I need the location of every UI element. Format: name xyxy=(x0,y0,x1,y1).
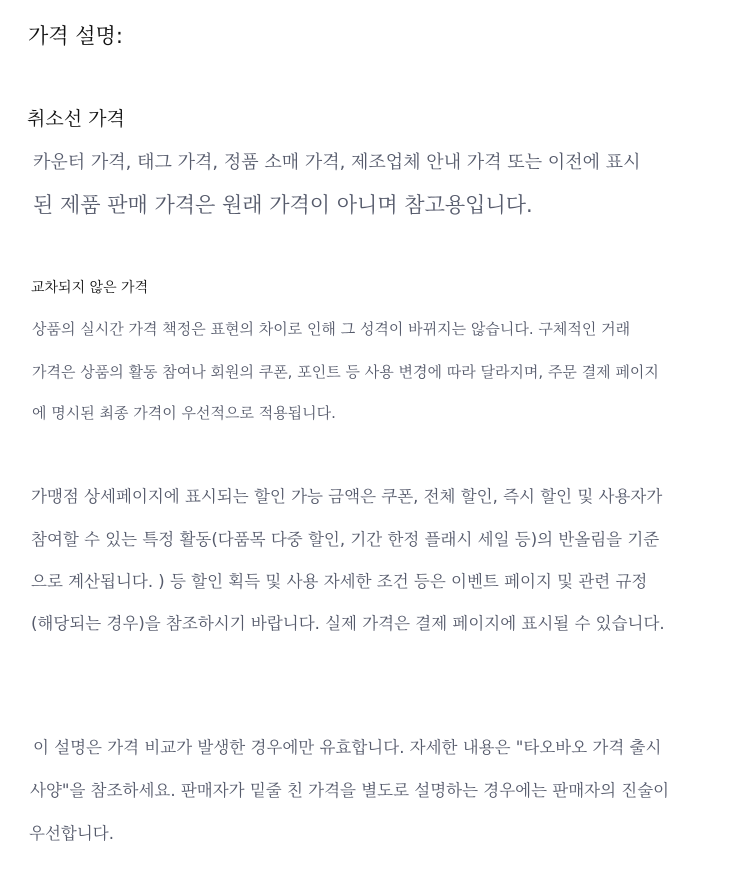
paragraph-line: 이 설명은 가격 비교가 발생한 경우에만 유효합니다. 자세한 내용은 "타오바오 가격 출시 xyxy=(33,738,662,757)
lead-line-2: 된 제품 판매 가격은 원래 가격이 아니며 참고용입니다. xyxy=(33,193,533,217)
paragraph-line: 에 명시된 최종 가격이 우선적으로 적용됩니다. xyxy=(32,404,336,422)
paragraph-line: 참여할 수 있는 특정 활동(다품목 다중 할인, 기간 한정 플래시 세일 등)의 반올림을 기준 xyxy=(31,530,660,549)
paragraph-line: (해당되는 경우)을 참조하시기 바랍니다. 실제 가격은 결제 페이지에 표시될 수 있습니다. xyxy=(31,614,665,633)
page-title: 가격 설명: xyxy=(28,24,123,48)
section-heading-strikethrough-price: 취소선 가격 xyxy=(27,108,125,130)
paragraph-line: 사양"을 참조하세요. 판매자가 밑줄 친 가격을 별도로 설명하는 경우에는 판매자의 진술이 xyxy=(30,781,670,800)
paragraph-line: 으로 계산됩니다. ) 등 할인 획득 및 사용 자세한 조건 등은 이벤트 페이지 및 관련 규정 xyxy=(31,572,648,591)
paragraph-line: 우선합니다. xyxy=(29,824,114,843)
lead-line-1: 카운터 가격, 태그 가격, 정품 소매 가격, 제조업체 안내 가격 또는 이전에 표시 xyxy=(33,152,641,173)
paragraph-line: 가격은 상품의 활동 참여나 회원의 쿠폰, 포인트 등 사용 변경에 따라 달라지며, 주문 결제 페이지 xyxy=(32,363,659,381)
subsection-heading-uncrossed-price: 교차되지 않은 가격 xyxy=(31,280,149,296)
paragraph-line: 가맹점 상세페이지에 표시되는 할인 가능 금액은 쿠폰, 전체 할인, 즉시 할인 및 사용자가 xyxy=(31,487,663,506)
paragraph-line: 상품의 실시간 가격 책정은 표현의 차이로 인해 그 성격이 바뀌지는 않습니다. 구체적인 거래 xyxy=(32,320,631,338)
